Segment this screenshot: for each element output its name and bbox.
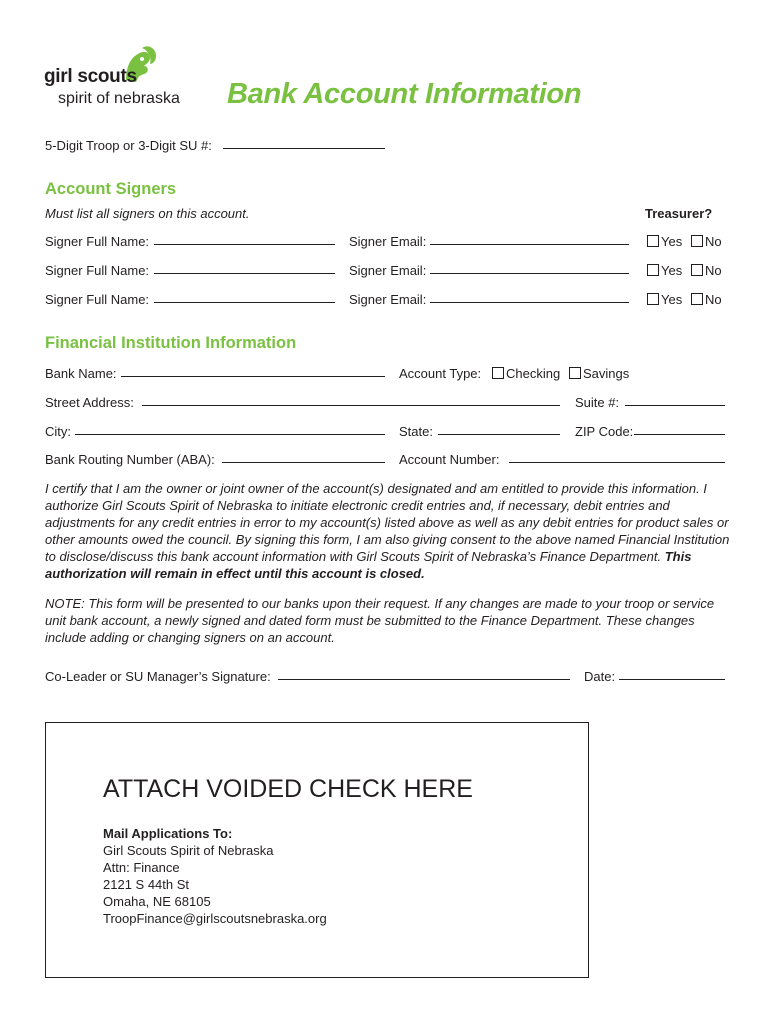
signer-email-field[interactable]: [430, 244, 629, 245]
mail-email[interactable]: TroopFinance@girlscoutsnebraska.org: [103, 911, 327, 926]
state-field[interactable]: [438, 434, 560, 435]
signer-name-label: Signer Full Name:: [45, 292, 150, 307]
treasurer-yes-option[interactable]: [647, 234, 682, 250]
routing-field[interactable]: [222, 462, 385, 463]
street-field[interactable]: [142, 405, 560, 406]
treasurer-label: Treasurer?: [645, 206, 713, 221]
savings-label: Savings: [583, 366, 630, 381]
yes-label: Yes: [661, 263, 683, 278]
state-label: State:: [399, 424, 433, 439]
troop-field[interactable]: [223, 148, 385, 149]
signer-name-label: Signer Full Name:: [45, 263, 150, 278]
checking-checkbox[interactable]: [492, 367, 504, 379]
check-heading: ATTACH VOIDED CHECK HERE: [103, 775, 473, 803]
financial-heading: Financial Institution Information: [45, 334, 297, 352]
note-paragraph: NOTE: This form will be presented to our banks upon their request. If any changes are made to your troop or service unit bank account, a newly signed and dated form must be submitted to the Finance Department. These changes include adding or changing signers on an account.: [45, 596, 715, 645]
account-number-field[interactable]: [509, 462, 725, 463]
no-label: No: [705, 234, 722, 249]
city-field[interactable]: [75, 434, 385, 435]
signature-label: Co-Leader or SU Manager’s Signature:: [45, 669, 271, 684]
bank-name-label: Bank Name:: [45, 366, 117, 381]
savings-option[interactable]: [569, 366, 629, 382]
date-label: Date:: [584, 669, 616, 684]
troop-label: 5-Digit Troop or 3-Digit SU #:: [45, 138, 212, 153]
treasurer-no-option[interactable]: [691, 263, 722, 279]
treasurer-no-option[interactable]: [691, 292, 722, 308]
account-number-label: Account Number:: [399, 452, 500, 467]
signer-name-label: Signer Full Name:: [45, 234, 150, 249]
treasurer-yes-checkbox[interactable]: [647, 293, 659, 305]
account-type-label: Account Type:: [399, 366, 482, 381]
zip-label: ZIP Code:: [575, 424, 634, 439]
certify-bold: This authorization will remain in effect until this account is closed.: [45, 549, 692, 581]
suite-field[interactable]: [625, 405, 725, 406]
mail-line: Omaha, NE 68105: [103, 894, 211, 909]
logo-line2: spirit of nebraska: [58, 90, 180, 107]
street-label: Street Address:: [45, 395, 134, 410]
zip-field[interactable]: [634, 434, 725, 435]
signers-heading: Account Signers: [45, 180, 177, 198]
certify-paragraph: [45, 480, 730, 582]
mail-heading: Mail Applications To:: [103, 826, 233, 841]
date-field[interactable]: [619, 679, 725, 680]
treasurer-no-checkbox[interactable]: [691, 264, 703, 276]
yes-label: Yes: [661, 234, 683, 249]
signer-name-field[interactable]: [154, 244, 335, 245]
treasurer-yes-option[interactable]: [647, 292, 682, 308]
bank-name-field[interactable]: [121, 376, 385, 377]
signers-subtitle: Must list all signers on this account.: [45, 206, 250, 221]
treasurer-yes-checkbox[interactable]: [647, 264, 659, 276]
treasurer-yes-option[interactable]: [647, 263, 682, 279]
signature-field[interactable]: [278, 679, 570, 680]
city-label: City:: [45, 424, 71, 439]
no-label: No: [705, 263, 722, 278]
treasurer-no-checkbox[interactable]: [691, 293, 703, 305]
mail-line: Girl Scouts Spirit of Nebraska: [103, 843, 274, 858]
mail-line: 2121 S 44th St: [103, 877, 190, 892]
page-title: Bank Account Information: [227, 78, 582, 110]
logo-line1: girl scouts: [44, 66, 137, 87]
treasurer-yes-checkbox[interactable]: [647, 235, 659, 247]
signer-email-field[interactable]: [430, 302, 629, 303]
checking-option[interactable]: [492, 366, 560, 382]
logo: [44, 44, 204, 112]
certify-text: I certify that I am the owner or joint owner of the account(s) designated and am entitled to provide this information. I authorize Girl Scouts Spirit of Nebraska to initiate electronic credit entries and, if necessary, debit entries and adjustments for any credit entries in error to my account(s) listed above as well as any debit entries for product sales or other amounts owed the council. By signing this form, I am also giving consent to the above named Financial Institution to disclose/discuss this bank account information with Girl Scouts Spirit of Nebraska’s Finance Department.: [45, 481, 730, 564]
signer-name-field[interactable]: [154, 302, 335, 303]
treasurer-no-option[interactable]: [691, 234, 722, 250]
suite-label: Suite #:: [575, 395, 620, 410]
signer-name-field[interactable]: [154, 273, 335, 274]
signer-email-label: Signer Email:: [349, 263, 427, 278]
mail-line: Attn: Finance: [103, 860, 180, 875]
treasurer-no-checkbox[interactable]: [691, 235, 703, 247]
savings-checkbox[interactable]: [569, 367, 581, 379]
signer-email-label: Signer Email:: [349, 234, 427, 249]
routing-label: Bank Routing Number (ABA):: [45, 452, 215, 467]
signer-email-label: Signer Email:: [349, 292, 427, 307]
voided-check-box: [45, 722, 589, 978]
checking-label: Checking: [506, 366, 561, 381]
yes-label: Yes: [661, 292, 683, 307]
signer-email-field[interactable]: [430, 273, 629, 274]
no-label: No: [705, 292, 722, 307]
